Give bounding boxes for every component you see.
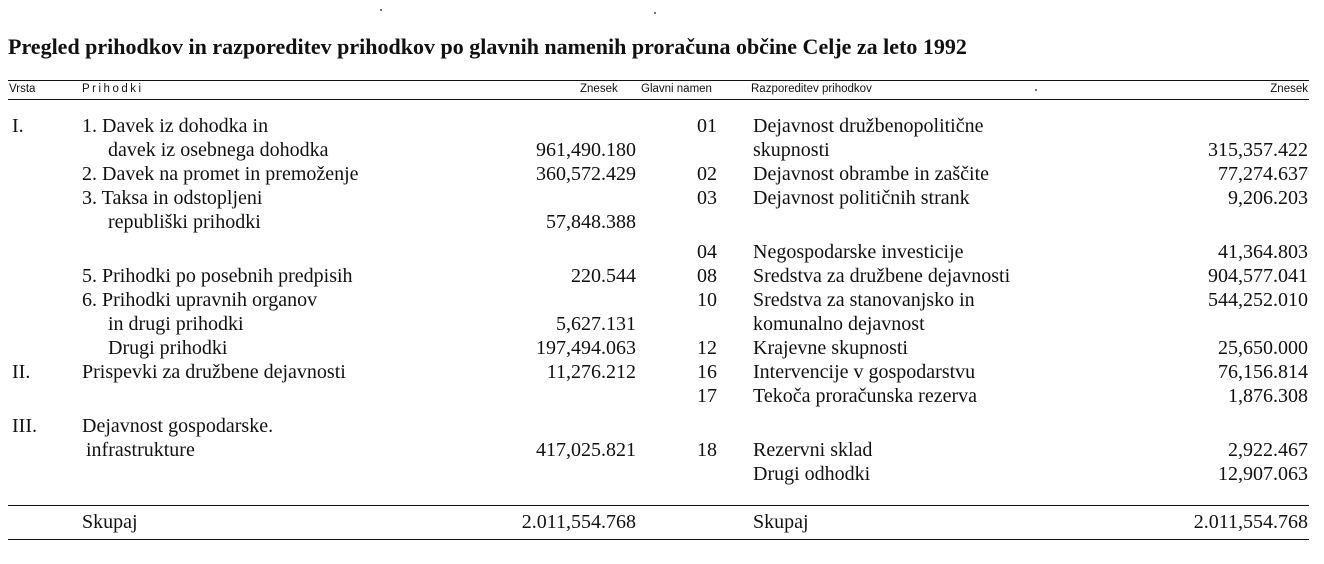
total-label-right: Skupaj: [753, 511, 809, 533]
purpose-code: 17: [697, 385, 717, 407]
allocation-amount: 904,577.041: [1208, 265, 1308, 287]
allocation-item: Tekoča proračunska rezerva: [753, 385, 978, 407]
purpose-code: 08: [697, 265, 717, 287]
allocation-amount: 41,364.803: [1218, 241, 1308, 263]
header-znesek-right: Znesek: [1270, 83, 1308, 95]
income-amount: 417,025.821: [536, 439, 636, 461]
purpose-code: 04: [697, 241, 717, 263]
income-item: Drugi prihodki: [108, 337, 228, 359]
allocation-amount: 9,206.203: [1228, 187, 1308, 209]
vrsta-label: III.: [12, 415, 37, 437]
income-item: 5. Prihodki po posebnih predpisih: [82, 265, 353, 287]
scan-speck: [1035, 89, 1037, 91]
allocation-item: Sredstva za družbene dejavnosti: [753, 265, 1011, 287]
allocation-item: komunalno dejavnost: [753, 313, 925, 335]
income-amount: 11,276.212: [546, 361, 636, 383]
allocation-amount: 76,156.814: [1218, 361, 1308, 383]
income-item: infrastrukture: [86, 439, 195, 461]
allocation-item: Sredstva za stanovanjsko in: [753, 289, 975, 311]
allocation-item: Krajevne skupnosti: [753, 337, 908, 359]
allocation-amount: 1,876.308: [1228, 385, 1308, 407]
income-amount: 220.544: [571, 265, 636, 287]
totals-top-rule: [8, 505, 1309, 506]
purpose-code: 18: [697, 439, 717, 461]
allocation-amount: 77,274.637: [1218, 163, 1308, 185]
scan-speck: [654, 12, 656, 14]
income-amount: 5,627.131: [556, 313, 636, 335]
header-znesek-left: Znesek: [580, 83, 618, 95]
totals-bottom-rule: [8, 539, 1309, 540]
income-amount: 360,572.429: [536, 163, 636, 185]
header-bottom-rule: [8, 99, 1309, 100]
purpose-code: 12: [697, 337, 717, 359]
allocation-item: Drugi odhodki: [753, 463, 871, 485]
income-item: 2. Davek na promet in premoženje: [82, 163, 359, 185]
allocation-item: Dejavnost obrambe in zaščite: [753, 163, 990, 185]
purpose-code: 16: [697, 361, 717, 383]
income-item: Dejavnost gospodarske.: [82, 415, 274, 437]
allocation-item: Rezervni sklad: [753, 439, 873, 461]
allocation-amount: 12,907.063: [1218, 463, 1308, 485]
income-item: 3. Taksa in odstopljeni: [82, 187, 263, 209]
total-amount-right: 2.011,554.768: [1193, 511, 1308, 533]
income-item: Prispevki za družbene dejavnosti: [82, 361, 346, 383]
income-item: in drugi prihodki: [108, 313, 244, 335]
allocation-item: Dejavnost političnih strank: [753, 187, 970, 209]
income-amount: 197,494.063: [536, 337, 636, 359]
vrsta-label: II.: [12, 361, 31, 383]
income-item: 6. Prihodki upravnih organov: [82, 289, 318, 311]
allocation-item: Dejavnost družbenopolitične: [753, 115, 984, 137]
income-item: 1. Davek iz dohodka in: [82, 115, 269, 137]
vrsta-label: I.: [12, 115, 24, 137]
income-amount: 961,490.180: [536, 139, 636, 161]
scan-speck: [380, 9, 382, 11]
allocation-amount: 315,357.422: [1208, 139, 1308, 161]
header-top-rule: [8, 80, 1309, 81]
purpose-code: 01: [697, 115, 717, 137]
income-item: republiški prihodki: [108, 211, 261, 233]
purpose-code: 02: [697, 163, 717, 185]
allocation-amount: 544,252.010: [1208, 289, 1308, 311]
page-title: Pregled prihodkov in razporeditev prihodkov po glavnih namenih proračuna občine Celje za leto 1992: [8, 34, 967, 59]
purpose-code: 03: [697, 187, 717, 209]
allocation-amount: 2,922.467: [1228, 439, 1308, 461]
header-razporeditev: Razporeditev prihodkov: [751, 83, 872, 95]
income-amount: 57,848.388: [546, 211, 636, 233]
header-vrsta: Vrsta: [9, 83, 36, 95]
allocation-amount: 25,650.000: [1218, 337, 1308, 359]
income-item: davek iz osebnega dohodka: [108, 139, 329, 161]
purpose-code: 10: [697, 289, 717, 311]
total-label-left: Skupaj: [82, 511, 138, 533]
header-glavni-namen: Glavni namen: [641, 83, 712, 95]
header-prihodki: Prihodki: [82, 83, 144, 95]
allocation-item: skupnosti: [753, 139, 830, 161]
allocation-item: Intervencije v gospodarstvu: [753, 361, 976, 383]
total-amount-left: 2.011,554.768: [521, 511, 636, 533]
allocation-item: Negospodarske investicije: [753, 241, 964, 263]
